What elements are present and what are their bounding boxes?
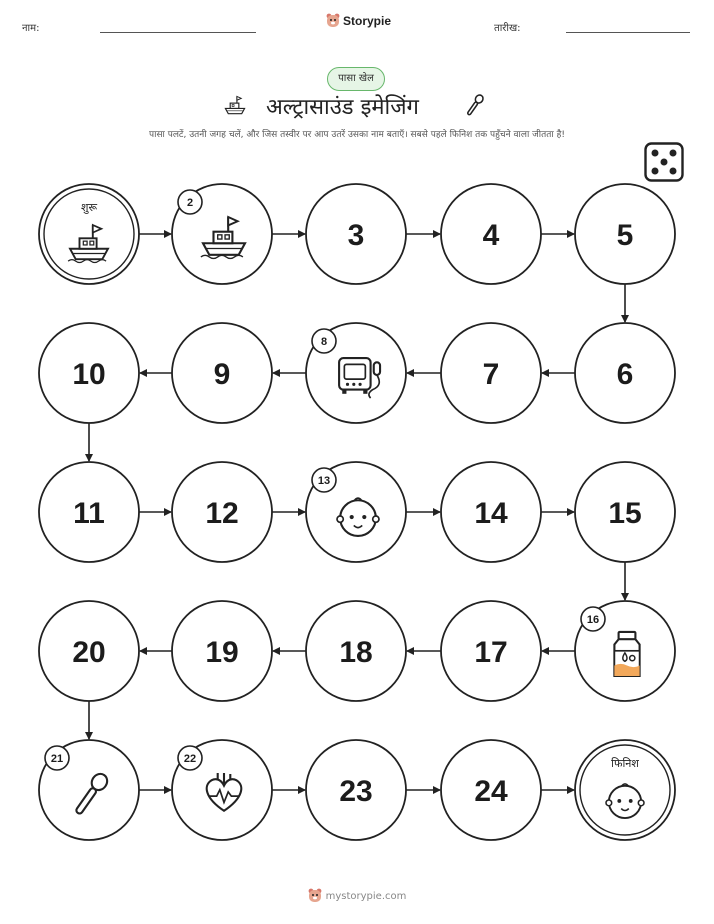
cell-number: 17	[474, 636, 508, 669]
cell-circle	[39, 184, 139, 284]
board-cell[interactable]	[306, 184, 406, 284]
board-cell[interactable]	[441, 462, 541, 562]
board-cell[interactable]	[575, 740, 675, 840]
cell-number: 12	[205, 497, 239, 530]
cell-number: 13	[317, 475, 331, 487]
cell-number: 2	[186, 197, 194, 209]
board-cell[interactable]	[441, 323, 541, 423]
board-cell[interactable]	[172, 462, 272, 562]
gel-bottle-icon	[614, 632, 639, 676]
board-cell[interactable]	[575, 184, 675, 284]
board-cell[interactable]	[575, 462, 675, 562]
brand-name: Storypie	[343, 14, 392, 28]
page-title: अल्ट्रासाउंड इमेजिंग	[266, 95, 419, 120]
cell-number: 14	[474, 497, 508, 530]
cell-number: 19	[205, 636, 239, 669]
bear-icon	[308, 888, 322, 904]
board-cell[interactable]	[39, 740, 139, 840]
cell-number: 11	[73, 497, 105, 530]
board-cell[interactable]	[172, 601, 272, 701]
cell-number: 16	[586, 614, 600, 626]
cell-number: 6	[616, 358, 634, 391]
board-cell[interactable]	[441, 184, 541, 284]
finish-label: फिनिश	[611, 757, 639, 770]
cell-number: 5	[616, 219, 634, 252]
footer	[0, 888, 714, 904]
cell-number: 9	[213, 358, 231, 391]
game-type-badge: पासा खेल	[327, 67, 385, 91]
cell-number: 23	[339, 775, 373, 808]
cell-number: 4	[482, 219, 500, 252]
footer-url: mystorypie.com	[325, 890, 407, 902]
board-cell[interactable]	[39, 462, 139, 562]
board-cell[interactable]	[172, 323, 272, 423]
start-label: शुरू	[80, 201, 98, 214]
board-cell[interactable]	[441, 601, 541, 701]
cell-number: 15	[608, 497, 642, 530]
board-cell[interactable]	[172, 184, 272, 284]
cell-number: 20	[72, 636, 106, 669]
name-label: नाम:	[22, 23, 40, 34]
board-cell[interactable]	[306, 462, 406, 562]
cell-number: 24	[474, 775, 508, 808]
cell-number: 10	[72, 358, 106, 391]
cell-number: 3	[347, 219, 365, 252]
board-cell[interactable]	[172, 740, 272, 840]
board-cell[interactable]	[306, 740, 406, 840]
cell-number: 21	[50, 753, 64, 765]
board-cell[interactable]	[575, 323, 675, 423]
cell-number: 7	[482, 358, 500, 391]
board-cell[interactable]	[39, 323, 139, 423]
instructions-text: पासा पलटें, उतनी जगह चलें, और जिस तस्वीर पर आप उतरें उसका नाम बताएँ। सबसे पहले फिनिश तक पहुँचने वाला जीतता है!	[149, 130, 565, 140]
board-cell[interactable]	[306, 601, 406, 701]
board-cell[interactable]	[39, 601, 139, 701]
board-cell[interactable]	[39, 184, 139, 284]
board-cell[interactable]	[575, 601, 675, 701]
cell-number: 18	[339, 636, 373, 669]
cell-number: 22	[183, 753, 197, 765]
board-cell[interactable]	[441, 740, 541, 840]
cell-number: 8	[320, 336, 328, 348]
date-label: तारीख:	[494, 23, 521, 34]
board-cell[interactable]	[306, 323, 406, 423]
